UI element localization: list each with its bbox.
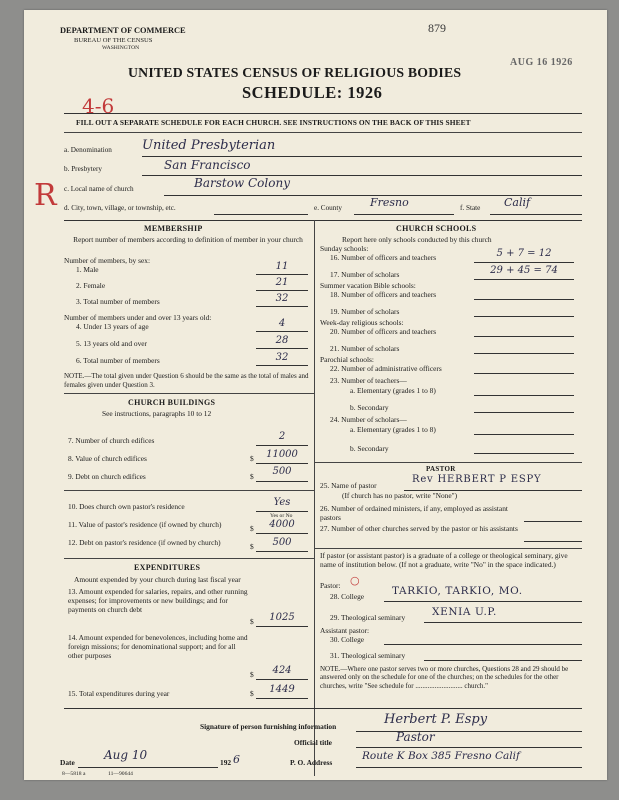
q16-value: 5 + 7 = 12 [496,248,552,259]
q30-label: 30. College [330,635,365,644]
city-township-label: d. City, town, village, or township, etc. [64,204,176,212]
members-by-sex-label: Number of members, by sex: [64,256,150,265]
stamp-number: 879 [428,21,446,35]
q4-under13-label: 4. Under 13 years of age [76,322,149,331]
membership-note: NOTE.—The total given under Question 6 should be the same as the total of males and females given under Question 3. [64,372,309,389]
q9-debt-label: 9. Debt on church edifices [68,472,146,481]
q21-label: 21. Number of scholars [330,344,400,353]
q8-value-label: 8. Value of church edifices [68,454,147,463]
department-label: DEPARTMENT OF COMMERCE [60,26,186,35]
membership-heading: MEMBERSHIP [144,224,203,233]
q11-dollar-sign: $ [250,524,254,533]
q13-dollar-sign: $ [250,617,254,626]
q25-note: (If church has no pastor, write "None") [342,491,458,500]
q8-dollar-sign: $ [250,454,254,463]
q28-college-value: TARKIO, TARKIO, MO. [392,585,523,597]
graduate-note: If pastor (or assistant pastor) is a graduate of a college or theological seminary, give name of institution below. (If not a graduate, write "No" in the space indicated.) [320,551,568,569]
po-address-value: Route K Box 385 Fresno Calif [362,750,520,762]
received-date-stamp: AUG 16 1926 [510,57,573,68]
q29-seminary-value: XENIA U.P. [432,606,497,618]
state-label: f. State [460,204,481,212]
q14-benevolence-label: 14. Amount expended for benevolences, including home and foreign missions; for denominational support; and for all other purposes [68,633,248,660]
q5-over13-value: 28 [275,335,289,346]
pastor-heading: PASTOR [426,465,456,473]
q25-pastor-name-value: Rev HERBERT P ESPY [412,474,542,485]
print-code-2: 11—90644 [108,771,133,777]
schools-intro: Report here only schools conducted by this church [342,235,492,244]
q15-dollar-sign: $ [250,689,254,698]
q12-dollar-sign: $ [250,542,254,551]
print-code-1: 8—5818 a [62,771,86,777]
signature-value: Herbert P. Espy [384,712,488,727]
q14-dollar-sign: $ [250,670,254,679]
church-name-value: Barstow Colony [194,176,290,190]
q23-label: 23. Number of teachers— [330,376,407,385]
q2-female-label: 2. Female [76,281,106,290]
bureau-label: BUREAU OF THE CENSUS [74,37,153,44]
buildings-sub: See instructions, paragraphs 10 to 12 [102,409,212,418]
q10-residence-label: 10. Does church own pastor's residence [68,502,185,511]
po-address-label: P. O. Address [290,758,333,767]
q3-total-value: 32 [275,293,289,304]
red-handwritten-mark: 4-6 [82,94,115,118]
q14-benevolence-value: 424 [272,665,292,676]
q13-running-value: 1025 [269,612,295,623]
q15-total-label: 15. Total expenditures during year [68,689,170,698]
church-name-label: c. Local name of church [64,185,134,193]
q7-edifices-label: 7. Number of church edifices [68,436,155,445]
q12-residence-debt-value: 500 [272,537,292,548]
q11-residence-value-label: 11. Value of pastor's residence (if owned by church) [68,520,222,529]
denomination-label: a. Denomination [64,146,112,154]
expenditures-heading: EXPENDITURES [134,563,201,572]
red-r-mark: R [34,178,57,213]
official-title-value: Pastor [396,730,435,744]
instruction-line: FILL OUT A SEPARATE SCHEDULE FOR EACH CHURCH. SEE INSTRUCTIONS ON THE BACK OF THIS SHEET [76,118,471,127]
q2-female-value: 21 [275,277,289,288]
buildings-heading: CHURCH BUILDINGS [128,398,216,407]
q19-label: 19. Number of scholars [330,307,400,316]
q5-over13-label: 5. 13 years old and over [76,339,148,348]
q6-total-value: 32 [275,352,289,363]
q15-total-value: 1449 [269,684,295,695]
q23-elementary-label: a. Elementary (grades 1 to 8) [350,386,436,395]
pastor-note: NOTE.—Where one pastor serves two or more churches, Questions 28 and 29 should be answered only on the schedule for one of the churches; on the schedules for the other churches, write "See schedule for ........................... church." [320,665,569,690]
q17-value: 29 + 45 = 74 [490,265,558,276]
q8-value-value: 11000 [266,449,298,460]
q24-secondary-label: b. Secondary [350,444,389,453]
membership-intro: Report number of members according to definition of member in your church [73,235,303,244]
q28-label: 28. College [330,592,365,601]
q31-label: 31. Theological seminary [330,651,406,660]
q27-label: 27. Number of other churches served by the pastor or his assistants [320,524,518,533]
q23-secondary-label: b. Secondary [350,403,389,412]
q17-label: 17. Number of scholars [330,270,400,279]
state-value: Calif [504,196,531,209]
weekday-schools-label: Week-day religious schools: [320,318,404,327]
pastor-sub-label: Pastor: [320,581,341,590]
signature-label: Signature of person furnishing information [200,722,337,731]
summer-schools-label: Summer vacation Bible schools: [320,281,416,290]
q24-label: 24. Number of scholars— [330,415,407,424]
q24-elementary-label: a. Elementary (grades 1 to 8) [350,425,436,434]
sunday-schools-label: Sunday schools: [320,244,369,253]
q18-label: 18. Number of officers and teachers [330,290,437,299]
q12-residence-debt-label: 12. Debt on pastor's residence (if owned by church) [68,538,221,547]
expenditures-sub: Amount expended by your church during last fiscal year [74,575,241,584]
date-value: Aug 10 [104,748,148,762]
parochial-schools-label: Parochial schools: [320,355,374,364]
q13-running-label: 13. Amount expended for salaries, repairs, and other running expenses; for improvements or new buildings; and for payments on church debt [68,587,248,614]
presbytery-value: San Francisco [164,158,251,172]
q9-debt-value: 500 [272,466,292,477]
q25-label: 25. Name of pastor [320,481,377,490]
q20-label: 20. Number of officers and teachers [330,327,437,336]
q29-label: 29. Theological seminary [330,613,406,622]
q1-male-label: 1. Male [76,265,99,274]
q22-label: 22. Number of administrative officers [330,364,442,373]
assistant-pastor-label: Assistant pastor: [320,626,370,635]
city-label: WASHINGTON [102,45,140,51]
q1-male-value: 11 [275,261,289,272]
q4-under13-value: 4 [278,318,286,329]
q6-total-label: 6. Total number of members [76,356,160,365]
q11-residence-value-value: 4000 [269,519,295,530]
date-label: Date [60,758,75,767]
official-title-label: Official title [294,738,332,747]
year-prefix: 192 [220,758,232,767]
yes-no-hint: Yes or No [270,513,293,519]
red-circle-mark: ○ [350,574,360,587]
presbytery-label: b. Presbytery [64,165,102,173]
county-value: Fresno [370,196,409,209]
schools-heading: CHURCH SCHOOLS [396,224,477,233]
census-schedule-sheet [24,10,607,780]
age-intro-label: Number of members under and over 13 years old: [64,313,212,322]
schedule-title: SCHEDULE: 1926 [242,83,383,102]
county-label: e. County [314,204,342,212]
q10-residence-value: Yes [273,497,291,508]
denomination-value: United Presbyterian [142,138,276,153]
q26-label: 26. Number of ordained ministers, if any, employed as assistant pastors [320,504,508,522]
q7-edifices-value: 2 [278,431,286,442]
q9-dollar-sign: $ [250,472,254,481]
q3-total-label: 3. Total number of members [76,297,160,306]
q16-label: 16. Number of officers and teachers [330,253,437,262]
year-digit-value: 6 [233,753,240,766]
form-title: UNITED STATES CENSUS OF RELIGIOUS BODIES [128,65,462,80]
